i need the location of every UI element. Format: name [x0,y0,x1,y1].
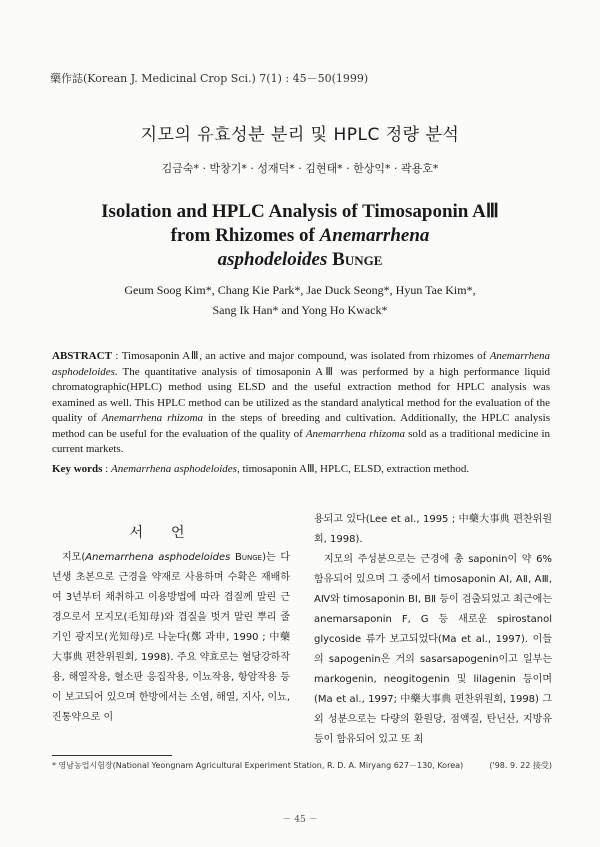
keywords-sep: : [102,463,111,475]
korean-authors: 김금숙* · 박창기* · 성재덕* · 김현태* · 한상익* · 곽용호* [161,162,439,175]
abstract-text: sold as a traditional medicine in current markets. [52,427,550,455]
title-species: asphodeloides [217,249,328,270]
title-text: from Rhizomes of [170,225,320,246]
abstract-label: ABSTRACT [52,350,112,362]
keywords-label: Key words [52,463,103,475]
abstract-text: Timosaponin AⅢ, an active and major compound, was isolated from rhizomes of [121,350,490,362]
intro-paragraph [52,548,290,728]
english-title-line3 [0,248,600,272]
intro-left-column [52,548,290,728]
abstract-sep: : [111,350,122,362]
abstract-text: The quantitative analysis of timosaponin AⅢ was performed by a high performance liquid chromatographic(HPLC) method using ELSD and the useful extraction method for HPLC analysis was examined as well. This HPLC method can be utilized as the standard analytical method for the evaluation of the quality of [52,365,550,424]
abstract-drug-name: Anemarrhena rhizoma [305,427,406,440]
keyword-species: Anemarrhena asphodeloides, [110,463,240,475]
footnote-received-date: ('98. 9. 22 接受) [489,761,552,770]
english-authors-line2: Sang Ik Han* and Yong Ho Kwack* [212,303,388,317]
intro-text: )는 다년생 초본으로 근경을 약재로 사용하며 수확은 재배하여 3년부터 채취하고 이용방법에 따라 겹질께 말린 근경으로서 모지모(毛知母)와 겹질을 벗겨 말린 뿌리 줄기인 광지모(光知母)로 나눈다(鄭 과申, 1990 ; 中藥大事典 편찬위원회, 1998). 주요 약효로는 혈당강하작용, 해열작용, 혈소판 응집작용, 이뇨작용, 항암작용 등이 보고되어 있으며 한방에서는 소염, 해열, 지사, 이뇨, 진통약으로 이 [52,552,290,723]
intro-authority: Bunge [230,552,263,563]
intro-right-column [314,510,552,750]
english-title-line2 [0,224,600,248]
section-heading-intro: 서언 [129,525,213,541]
keywords-rest: timosaponin AⅢ, HPLC, ELSD, extraction method. [239,463,470,475]
abstract-species: Anemarrhena asphodeloides. [52,350,550,378]
intro-paragraph: 지모의 주성분으로는 근경에 총 saponin이 약 6% 함유되어 있으며 그 중에서 timosaponin AⅠ, AⅡ, AⅢ, AⅣ와 timosaponin BⅠ, BⅡ 등이 검출되었고 최근에는 anemarsaponin F, G 등 새로운 spirostanol glycoside 류가 보고되었다(Ma et al., 1997). 이들의 sapogenin은 거의 sasarsapogenin이고 일부는 markogenin, neogitogenin 및 lilagenin 등이며(Ma et al., 1997; 中藥大事典 편찬위원회, 1998) 그외 성분으로는 다량의 환원당, 점액질, 탄닌산, 지방유 등이 함유되어 있고 또 최 [314,554,552,745]
english-title [0,200,600,272]
page-number: － 45 － [282,815,318,825]
abstract [52,349,550,458]
abstract-text: in the steps of breeding and cultivation. Additionally, the HPLC analysis method can be useful for the evaluation of the quality of [52,412,550,440]
intro-text: 지모( [62,552,86,563]
title-genus: Anemarrhena [319,225,430,246]
english-title-line1: Isolation and HPLC Analysis of Timosaponin AⅢ [101,201,499,222]
intro-paragraph: 용되고 있다(Lee et al., 1995 ; 中藥大事典 편찬위원회, 1998). [314,514,552,545]
footnote-rule [52,755,172,756]
keywords [52,462,550,475]
footnote [52,760,552,771]
abstract-drug-name: Anemarrhena rhizoma [101,412,204,424]
english-authors-line1: Geum Soog Kim*, Chang Kie Park*, Jae Duck Seong*, Hyun Tae Kim*, [124,283,476,297]
footnote-affiliation: * 영남농업시험장(National Yeongnam Agricultural Experiment Station, R. D. A. Miryang 627－130, Korea) [52,761,464,770]
journal-citation: 藥作誌(Korean J. Medicinal Crop Sci.) 7(1) : 45－50(1999) [50,72,369,85]
english-authors [0,280,600,320]
title-authority: Bunge [327,249,383,270]
korean-title: 지모의 유효성분 분리 및 HPLC 정량 분석 [140,125,460,145]
intro-species: Anemarrhena asphodeloides [85,552,231,563]
